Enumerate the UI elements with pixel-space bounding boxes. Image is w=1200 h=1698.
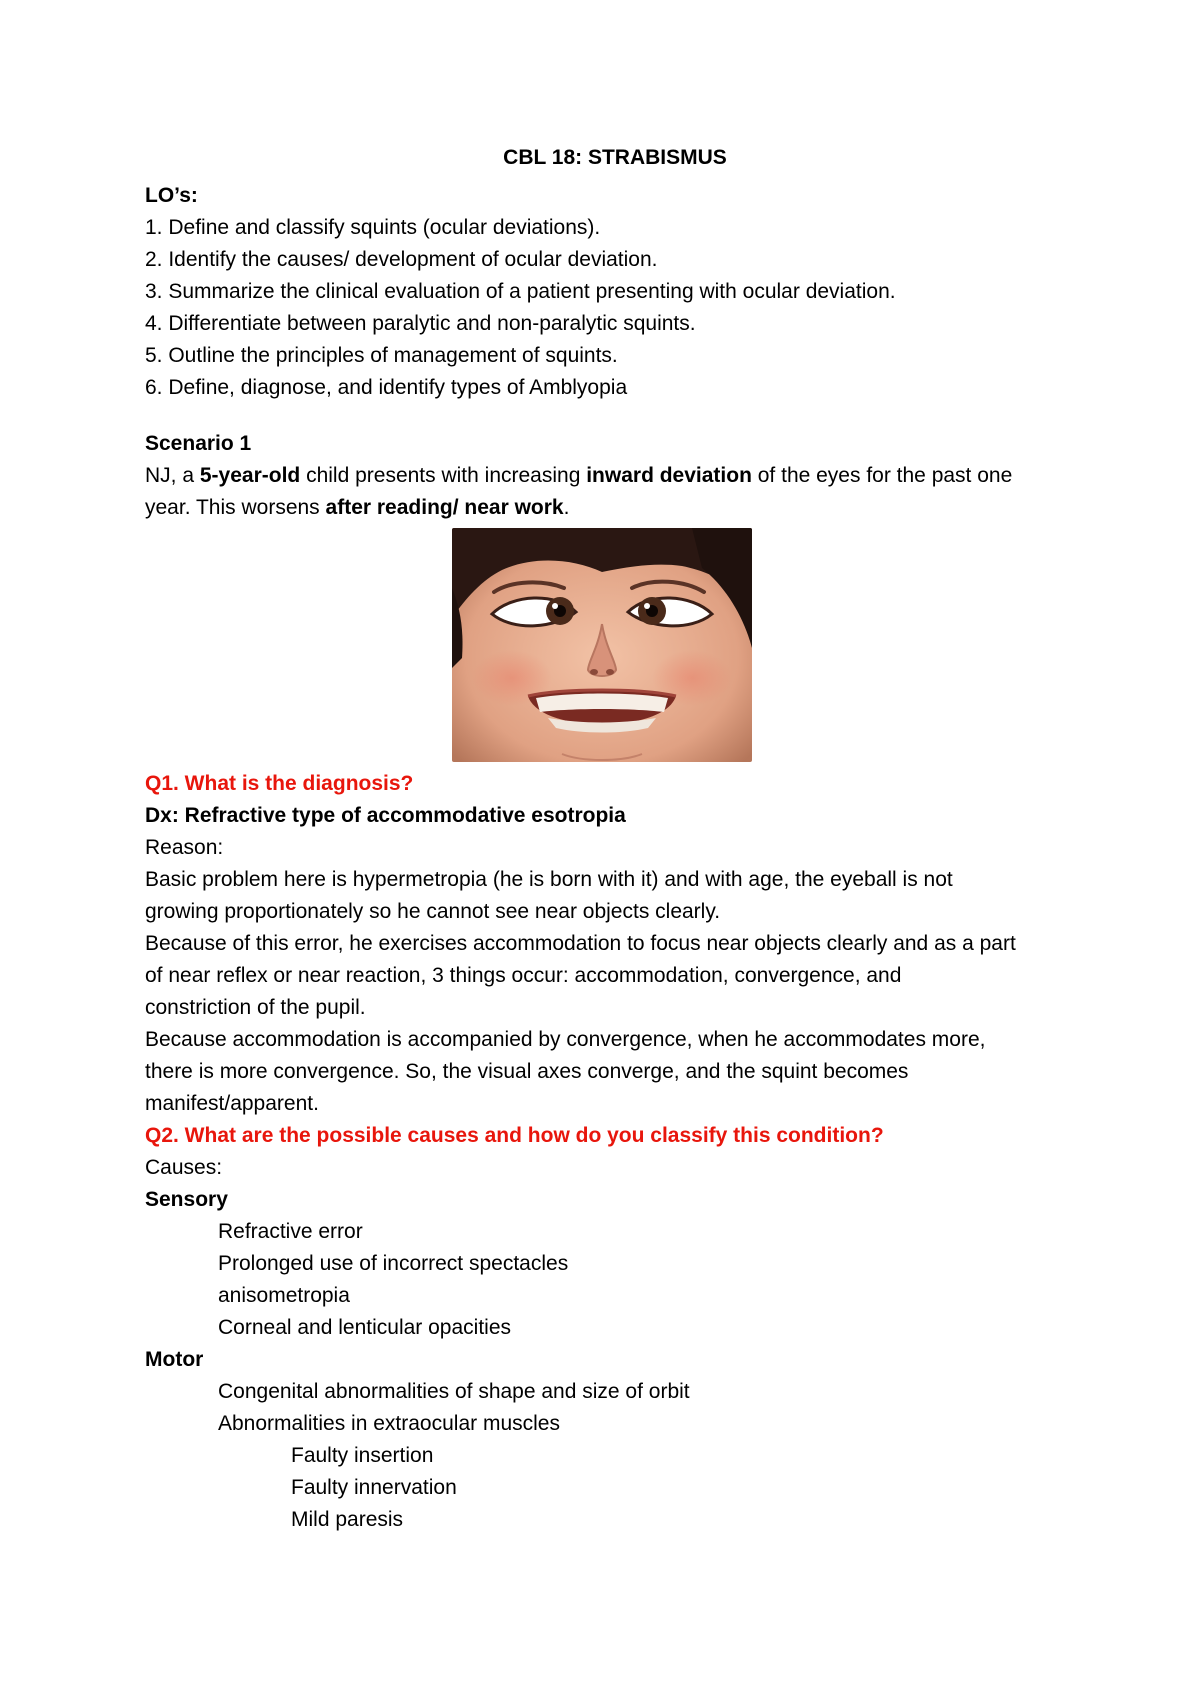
muscle-subitem: Mild paresis	[291, 1508, 404, 1531]
scenario-text-line	[145, 492, 1085, 524]
q2-causes-label: Causes:	[145, 1156, 223, 1179]
patient-photo	[452, 528, 752, 762]
sensory-cause-item: anisometropia	[218, 1284, 350, 1307]
scenario-text-line	[145, 460, 1085, 492]
scenario-heading: Scenario 1	[145, 432, 252, 455]
q1-reason-line: of near reflex or near reaction, 3 things occur: accommodation, convergence, and	[145, 964, 902, 987]
los-heading: LO’s:	[145, 184, 198, 207]
motor-heading: Motor	[145, 1348, 204, 1371]
sensory-cause-item: Prolonged use of incorrect spectacles	[218, 1252, 569, 1275]
q1-reason-line: constriction of the pupil.	[145, 996, 366, 1019]
scenario-text: year. This worsens	[145, 496, 326, 519]
q1-reason-label: Reason:	[145, 836, 224, 859]
child-face-image	[452, 528, 752, 762]
q1-question: Q1. What is the diagnosis?	[145, 772, 414, 795]
q1-diagnosis: Dx: Refractive type of accommodative esotropia	[145, 804, 626, 827]
q1-reason-line: growing proportionately so he cannot see near objects clearly.	[145, 900, 721, 923]
spacer	[145, 404, 1085, 428]
q2-question: Q2. What are the possible causes and how do you classify this condition?	[145, 1124, 884, 1147]
lo-item: 5. Outline the principles of management of squints.	[145, 344, 618, 367]
q1-reason-line: Because accommodation is accompanied by convergence, when he accommodates more,	[145, 1028, 986, 1051]
lo-item: 3. Summarize the clinical evaluation of a patient presenting with ocular deviation.	[145, 280, 896, 303]
document-title: CBL 18: STRABISMUS	[503, 146, 727, 169]
sensory-cause-item: Corneal and lenticular opacities	[218, 1316, 512, 1339]
sensory-heading: Sensory	[145, 1188, 228, 1211]
q1-reason-line: manifest/apparent.	[145, 1092, 319, 1115]
scenario-text: of the eyes for the past one	[751, 464, 1013, 487]
q1-reason-line: there is more convergence. So, the visual axes converge, and the squint becomes	[145, 1060, 909, 1083]
lo-item: 6. Define, diagnose, and identify types of Amblyopia	[145, 376, 628, 399]
scenario-age: 5-year-old	[199, 464, 301, 487]
scenario-text: NJ, a	[145, 464, 200, 487]
lo-item: 2. Identify the causes/ development of ocular deviation.	[145, 248, 658, 271]
scenario-trigger: after reading/ near work	[325, 496, 564, 519]
muscle-subitem: Faulty innervation	[291, 1476, 457, 1499]
muscle-subitem: Faulty insertion	[291, 1444, 434, 1467]
motor-cause-item: Abnormalities in extraocular muscles	[218, 1412, 560, 1435]
lo-item: 4. Differentiate between paralytic and non-paralytic squints.	[145, 312, 696, 335]
lo-item: 1. Define and classify squints (ocular deviations).	[145, 216, 601, 239]
q1-reason-line: Basic problem here is hypermetropia (he is born with it) and with age, the eyeball is not	[145, 868, 953, 891]
scenario-sign: inward deviation	[586, 464, 752, 487]
motor-cause-item: Congenital abnormalities of shape and size of orbit	[218, 1380, 690, 1403]
document-page	[145, 142, 1085, 1536]
sensory-cause-item: Refractive error	[218, 1220, 363, 1243]
q1-reason-line: Because of this error, he exercises accommodation to focus near objects clearly and as a part	[145, 932, 1016, 955]
scenario-text: child presents with increasing	[300, 464, 587, 487]
scenario-text: .	[563, 496, 570, 519]
